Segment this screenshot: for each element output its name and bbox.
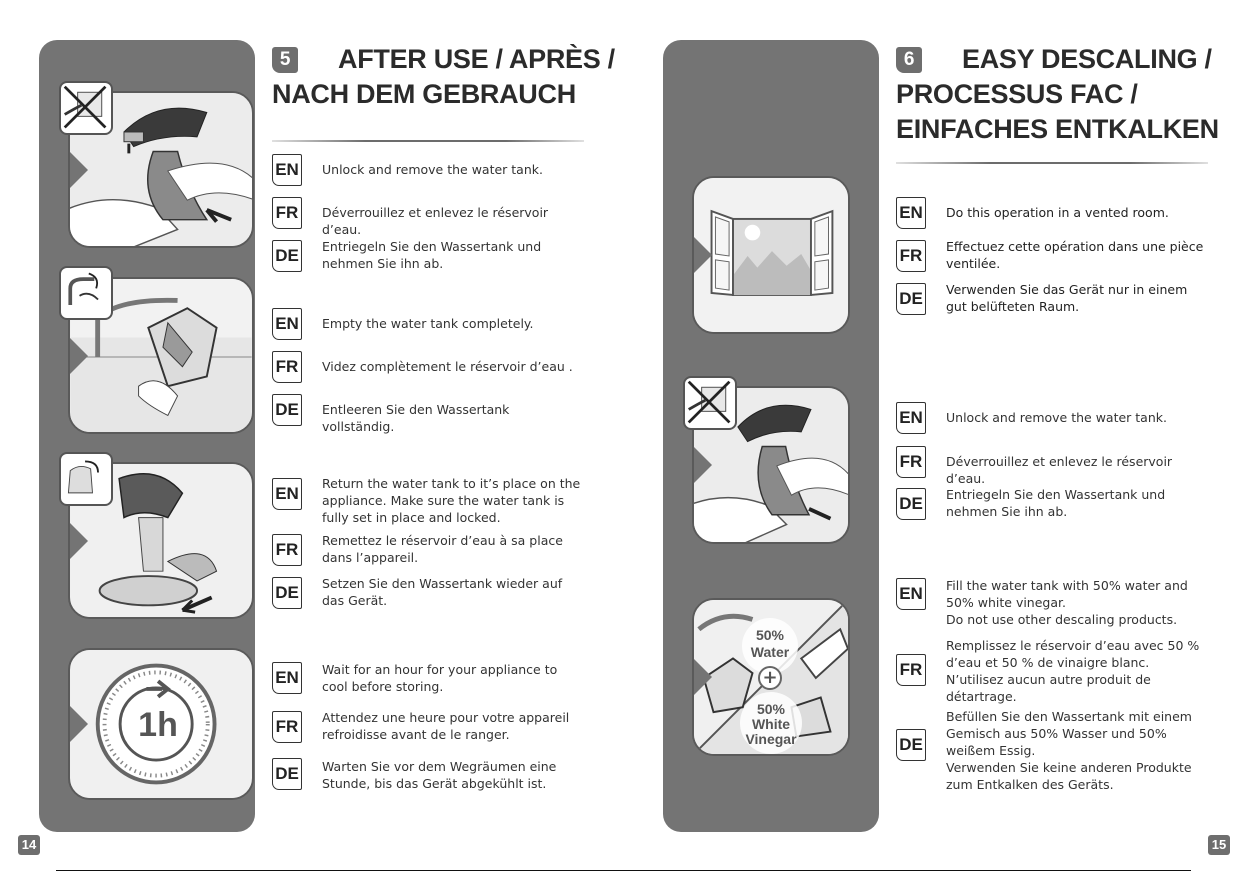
lang-badge: FR <box>896 240 926 272</box>
bottom-rule <box>56 870 1191 871</box>
instruction-text: Fill the water tank with 50% water and 50% white vinegar. Do not use other descaling products. <box>946 578 1188 627</box>
lang-badge: DE <box>272 577 302 609</box>
instruction-text: Videz complètement le réservoir d’eau . <box>322 359 573 374</box>
instruction-text: Setzen Sie den Wassertank wieder auf das Gerät. <box>322 576 563 608</box>
section-number: 6 <box>896 47 922 73</box>
title-divider <box>896 162 1208 164</box>
instruction-text: Unlock and remove the water tank. <box>322 162 543 177</box>
vinegar-label-white: White <box>751 716 791 732</box>
illustration-fill-mixture <box>692 598 850 756</box>
section-title-descaling: 6 EASY DESCALING / PROCESSUS FAC / EINFACHES ENTKALKEN <box>896 44 1219 144</box>
instruction-text: Return the water tank to it’s place on the appliance. Make sure the water tank is fully set in place and locked. <box>322 476 581 525</box>
lang-badge: EN <box>896 578 926 610</box>
faucet-inset-icon <box>59 266 113 320</box>
title-divider <box>272 140 584 142</box>
no-plug-icon <box>683 376 737 430</box>
lang-badge: DE <box>272 240 302 272</box>
section-number: 5 <box>272 47 298 73</box>
lang-badge: FR <box>272 534 302 566</box>
lang-badge: FR <box>272 351 302 383</box>
lang-badge: EN <box>896 197 926 229</box>
vinegar-label-vinegar: Vinegar <box>745 731 797 747</box>
lang-badge: EN <box>272 662 302 694</box>
instruction-text: Warten Sie vor dem Wegräumen eine Stunde, bis das Gerät abgekühlt ist. <box>322 759 557 791</box>
instruction-text: Remplissez le réservoir d’eau avec 50 % d’eau et 50 % de vinaigre blanc. N’utilisez aucun autre produit de détartrage. <box>946 638 1200 704</box>
lang-badge: EN <box>272 308 302 340</box>
lang-badge: FR <box>272 711 302 743</box>
window-drawing <box>694 178 848 332</box>
tank-inset-icon <box>59 452 113 506</box>
instruction-text: Empty the water tank completely. <box>322 316 534 331</box>
lang-badge: DE <box>896 488 926 520</box>
illustration-cool-clock <box>68 648 254 800</box>
instruction-text: Do this operation in a vented room. <box>946 205 1169 220</box>
lang-badge: DE <box>896 283 926 315</box>
plus-icon: + <box>758 666 782 690</box>
instruction-text: Entleeren Sie den Wassertank vollständig. <box>322 402 510 434</box>
page-number-right: 15 <box>1208 835 1230 855</box>
lang-badge: FR <box>272 197 302 229</box>
lang-badge: EN <box>272 154 302 186</box>
no-plug-icon <box>59 81 113 135</box>
water-percent: 50% <box>755 627 785 643</box>
instruction-text: Attendez une heure pour votre appareil refroidisse avant de le ranger. <box>322 710 570 742</box>
section-title-after-use: 5 AFTER USE / APRÈS / NACH DEM GEBRAUCH <box>272 44 615 109</box>
instruction-text: Verwenden Sie das Gerät nur in einem gut belüfteten Raum. <box>946 282 1188 314</box>
instruction-text: Déverrouillez et enlevez le réservoir d’eau. <box>946 454 1173 486</box>
instruction-text: Déverrouillez et enlevez le réservoir d’eau. <box>322 205 549 237</box>
illustration-vented-room <box>692 176 850 334</box>
instruction-text: Effectuez cette opération dans une pièce ventilée. <box>946 239 1204 271</box>
clock-label: 1h <box>138 706 178 744</box>
lang-badge: FR <box>896 654 926 686</box>
lang-badge: FR <box>896 446 926 478</box>
page-number-left: 14 <box>18 835 40 855</box>
instruction-text: Entriegeln Sie den Wassertank und nehmen Sie ihn ab. <box>946 487 1166 519</box>
instruction-text: Unlock and remove the water tank. <box>946 410 1167 425</box>
instruction-text: Wait for an hour for your appliance to cool before storing. <box>322 662 558 694</box>
water-label: Water <box>750 644 790 660</box>
mix-vinegar-badge <box>740 692 802 754</box>
instruction-text: Entriegeln Sie den Wassertank und nehmen Sie ihn ab. <box>322 239 542 271</box>
instruction-text: Befüllen Sie den Wassertank mit einem Gemisch aus 50% Wasser und 50% weißem Essig. Verwenden Sie keine anderen Produkte zum Entkalken des Geräts. <box>946 709 1192 792</box>
lang-badge: DE <box>272 758 302 790</box>
lang-badge: EN <box>272 478 302 510</box>
lang-badge: DE <box>272 394 302 426</box>
vinegar-percent: 50% <box>756 701 786 717</box>
lang-badge: EN <box>896 402 926 434</box>
lang-badge: DE <box>896 729 926 761</box>
instruction-text: Remettez le réservoir d’eau à sa place dans l’appareil. <box>322 533 563 565</box>
